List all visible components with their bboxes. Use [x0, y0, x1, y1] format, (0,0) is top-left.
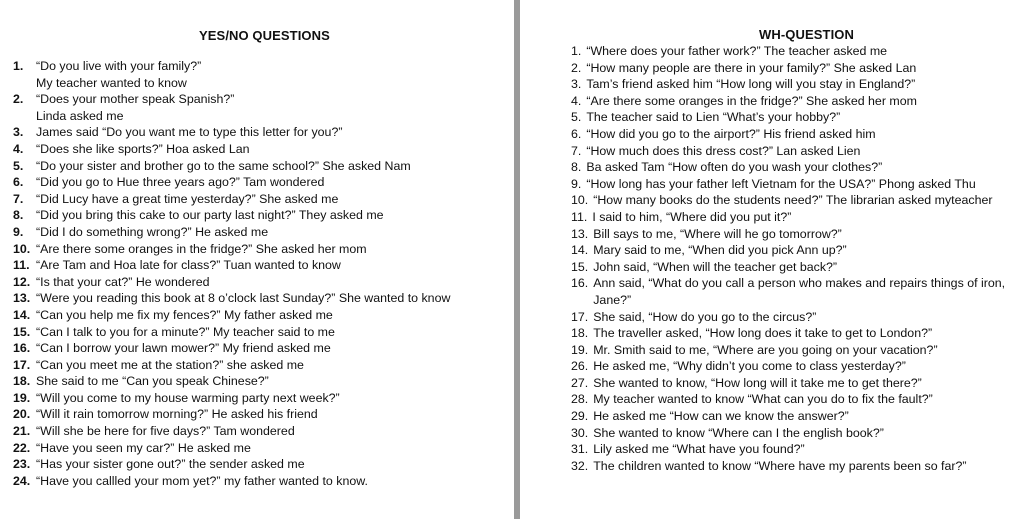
- item-text: Mary said to me, “When did you pick Ann up?”: [593, 243, 847, 258]
- item-text: “Will it rain tomorrow morning?” He asked his friend: [36, 407, 318, 422]
- item-text: John said, “When will the teacher get back?”: [593, 259, 838, 274]
- list-item: [571, 259, 1021, 276]
- item-text: “Have you callled your mom yet?” my father wanted to know.: [36, 473, 368, 488]
- list-item: [571, 43, 1021, 60]
- item-number: 18.: [13, 374, 31, 389]
- item-text: “How did you go to the airport?” His friend asked him: [586, 126, 876, 141]
- item-number: 2.: [13, 92, 24, 107]
- item-number: 16.: [13, 341, 31, 356]
- list-item: [571, 391, 1021, 408]
- item-text: She wanted to know “Where can I the english book?”: [593, 425, 884, 440]
- item-number: 10.: [13, 241, 31, 256]
- list-item: [13, 191, 503, 208]
- item-text: “Did you bring this cake to our party last night?” They asked me: [36, 208, 384, 223]
- item-text: “Has your sister gone out?” the sender asked me: [36, 457, 305, 472]
- list-item: [571, 109, 1021, 126]
- list-item: [571, 425, 1021, 442]
- wh-question-list: [571, 43, 1021, 474]
- list-item: [571, 275, 1021, 308]
- item-text: “Are Tam and Hoa late for class?” Tuan wanted to know: [36, 258, 341, 273]
- item-text: “Do you live with your family?” My teacher wanted to know: [36, 59, 202, 90]
- list-item: [13, 241, 503, 258]
- list-item: [13, 257, 503, 274]
- list-item: [571, 76, 1021, 93]
- list-item: [13, 207, 503, 224]
- item-text: “Did you go to Hue three years ago?” Tam wondered: [36, 175, 325, 190]
- item-number: 20.: [13, 407, 31, 422]
- item-text: Lily asked me “What have you found?”: [593, 442, 805, 457]
- item-number: 3.: [13, 125, 24, 140]
- item-text: He asked me, “Why didn’t you come to class yesterday?”: [593, 359, 906, 374]
- yes-no-question-list: [13, 58, 503, 489]
- item-number: 16.: [571, 276, 589, 291]
- list-item: [13, 307, 503, 324]
- list-item: [13, 141, 503, 158]
- item-number: 6.: [13, 175, 24, 190]
- list-item: [13, 58, 503, 91]
- wh-questions-page: [520, 0, 1024, 519]
- item-text: “Did I do something wrong?” He asked me: [36, 224, 269, 239]
- item-number: 13.: [13, 291, 31, 306]
- list-item: [571, 226, 1021, 243]
- item-text: “Were you reading this book at 8 o’clock last Sunday?” She wanted to know: [36, 291, 451, 306]
- item-number: 4.: [571, 93, 582, 108]
- list-item: [13, 473, 503, 490]
- item-text: “Are there some oranges in the fridge?” She asked her mom: [586, 93, 917, 108]
- list-item: [13, 357, 503, 374]
- item-text: Bill says to me, “Where will he go tomorrow?”: [593, 226, 842, 241]
- list-item: [571, 209, 1021, 226]
- item-text: “Will you come to my house warming party next week?”: [36, 390, 340, 405]
- item-text: “How much does this dress cost?” Lan asked Lien: [586, 143, 861, 158]
- item-number: 9.: [571, 176, 582, 191]
- list-item: [571, 375, 1021, 392]
- item-number: 1.: [13, 59, 24, 73]
- item-number: 4.: [13, 141, 24, 156]
- item-number: 32.: [571, 458, 589, 473]
- item-text: “Where does your father work?” The teacher asked me: [586, 44, 888, 58]
- list-item: [13, 174, 503, 191]
- item-number: 17.: [571, 309, 589, 324]
- item-number: 11.: [13, 258, 30, 273]
- item-text: “Can you help me fix my fences?” My father asked me: [36, 307, 333, 322]
- item-text: The children wanted to know “Where have my parents been so far?”: [593, 458, 967, 473]
- item-number: 13.: [571, 226, 589, 241]
- item-text: “Can I borrow your lawn mower?” My friend asked me: [36, 341, 331, 356]
- item-text: “Do your sister and brother go to the same school?” She asked Nam: [36, 158, 411, 173]
- list-item: [13, 340, 503, 357]
- item-text: “Will she be here for five days?” Tam wondered: [36, 424, 295, 439]
- item-number: 5.: [571, 110, 582, 125]
- list-item: [571, 126, 1021, 143]
- item-number: 15.: [13, 324, 31, 339]
- item-text: “Can I talk to you for a minute?” My teacher said to me: [36, 324, 335, 339]
- item-number: 10.: [571, 193, 589, 208]
- list-item: [571, 60, 1021, 77]
- list-item: [571, 143, 1021, 160]
- item-number: 23.: [13, 457, 31, 472]
- list-item: [571, 159, 1021, 176]
- item-number: 29.: [571, 409, 589, 424]
- list-item: [13, 290, 503, 307]
- item-text: “How long has your father left Vietnam for the USA?” Phong asked Thu: [586, 176, 976, 191]
- item-text: Mr. Smith said to me, “Where are you going on your vacation?”: [593, 342, 938, 357]
- item-number: 24.: [13, 473, 31, 488]
- item-text: “Can you meet me at the station?” she asked me: [36, 357, 304, 372]
- item-number: 27.: [571, 375, 589, 390]
- list-item: [571, 408, 1021, 425]
- list-item: [13, 406, 503, 423]
- item-number: 14.: [571, 243, 589, 258]
- item-number: 19.: [571, 342, 589, 357]
- item-text: “Did Lucy have a great time yesterday?” She asked me: [36, 191, 339, 206]
- list-item: [13, 373, 503, 390]
- list-item: [571, 309, 1021, 326]
- item-text: “Have you seen my car?” He asked me: [36, 440, 251, 455]
- list-item: [571, 458, 1021, 475]
- item-number: 9.: [13, 224, 24, 239]
- item-text: Ba asked Tam “How often do you wash your clothes?”: [586, 160, 883, 175]
- item-number: 14.: [13, 307, 31, 322]
- list-item: [13, 440, 503, 457]
- yes-no-heading: YES/NO QUESTIONS: [199, 28, 330, 43]
- list-item: [13, 91, 503, 124]
- list-item: [571, 176, 1021, 193]
- item-number: 28.: [571, 392, 589, 407]
- item-text: “Does she like sports?” Hoa asked Lan: [36, 141, 250, 156]
- item-number: 18.: [571, 326, 589, 341]
- list-item: [571, 93, 1021, 110]
- wh-question-heading: WH-QUESTION: [759, 27, 854, 42]
- item-text: “How many people are there in your family?” She asked Lan: [586, 60, 917, 75]
- list-item: [13, 274, 503, 291]
- item-number: 17.: [13, 357, 31, 372]
- item-number: 26.: [571, 359, 589, 374]
- item-number: 1.: [571, 44, 582, 58]
- item-number: 12.: [13, 274, 31, 289]
- item-text: Tam’s friend asked him “How long will you stay in England?”: [586, 77, 916, 92]
- list-item: [13, 456, 503, 473]
- list-item: [13, 324, 503, 341]
- item-text: “Does your mother speak Spanish?” Linda asked me: [36, 92, 235, 123]
- list-item: [571, 192, 1021, 209]
- list-item: [571, 441, 1021, 458]
- list-item: [13, 124, 503, 141]
- item-number: 7.: [571, 143, 582, 158]
- item-number: 8.: [13, 208, 24, 223]
- list-item: [13, 423, 503, 440]
- item-number: 7.: [13, 191, 24, 206]
- item-number: 6.: [571, 126, 582, 141]
- item-text: I said to him, “Where did you put it?”: [592, 209, 792, 224]
- list-item: [571, 342, 1021, 359]
- item-text: The teacher said to Lien “What’s your hobby?”: [586, 110, 841, 125]
- item-number: 11.: [571, 209, 588, 224]
- item-text: “Is that your cat?” He wondered: [36, 274, 210, 289]
- item-number: 22.: [13, 440, 31, 455]
- item-text: My teacher wanted to know “What can you do to fix the fault?”: [593, 392, 933, 407]
- item-text: The traveller asked, “How long does it take to get to London?”: [593, 326, 933, 341]
- item-text: Ann said, “What do you call a person who makes and repairs things of iron, Jane?”: [593, 276, 1006, 307]
- item-number: 5.: [13, 158, 24, 173]
- item-number: 3.: [571, 77, 582, 92]
- item-text: “Are there some oranges in the fridge?” She asked her mom: [36, 241, 367, 256]
- item-number: 19.: [13, 390, 31, 405]
- item-text: He asked me “How can we know the answer?”: [593, 409, 849, 424]
- item-text: She wanted to know, “How long will it take me to get there?”: [593, 375, 922, 390]
- list-item: [571, 358, 1021, 375]
- item-number: 21.: [13, 424, 31, 439]
- item-number: 8.: [571, 160, 582, 175]
- list-item: [571, 325, 1021, 342]
- item-number: 31.: [571, 442, 589, 457]
- item-text: “How many books do the students need?” The librarian asked myteacher: [593, 193, 993, 208]
- item-text: She said, “How do you go to the circus?”: [593, 309, 817, 324]
- list-item: [13, 224, 503, 241]
- item-number: 15.: [571, 259, 589, 274]
- list-item: [13, 158, 503, 175]
- item-number: 2.: [571, 60, 582, 75]
- item-number: 30.: [571, 425, 589, 440]
- item-text: James said “Do you want me to type this letter for you?”: [36, 125, 343, 140]
- list-item: [571, 242, 1021, 259]
- list-item: [13, 390, 503, 407]
- item-text: She said to me “Can you speak Chinese?”: [36, 374, 269, 389]
